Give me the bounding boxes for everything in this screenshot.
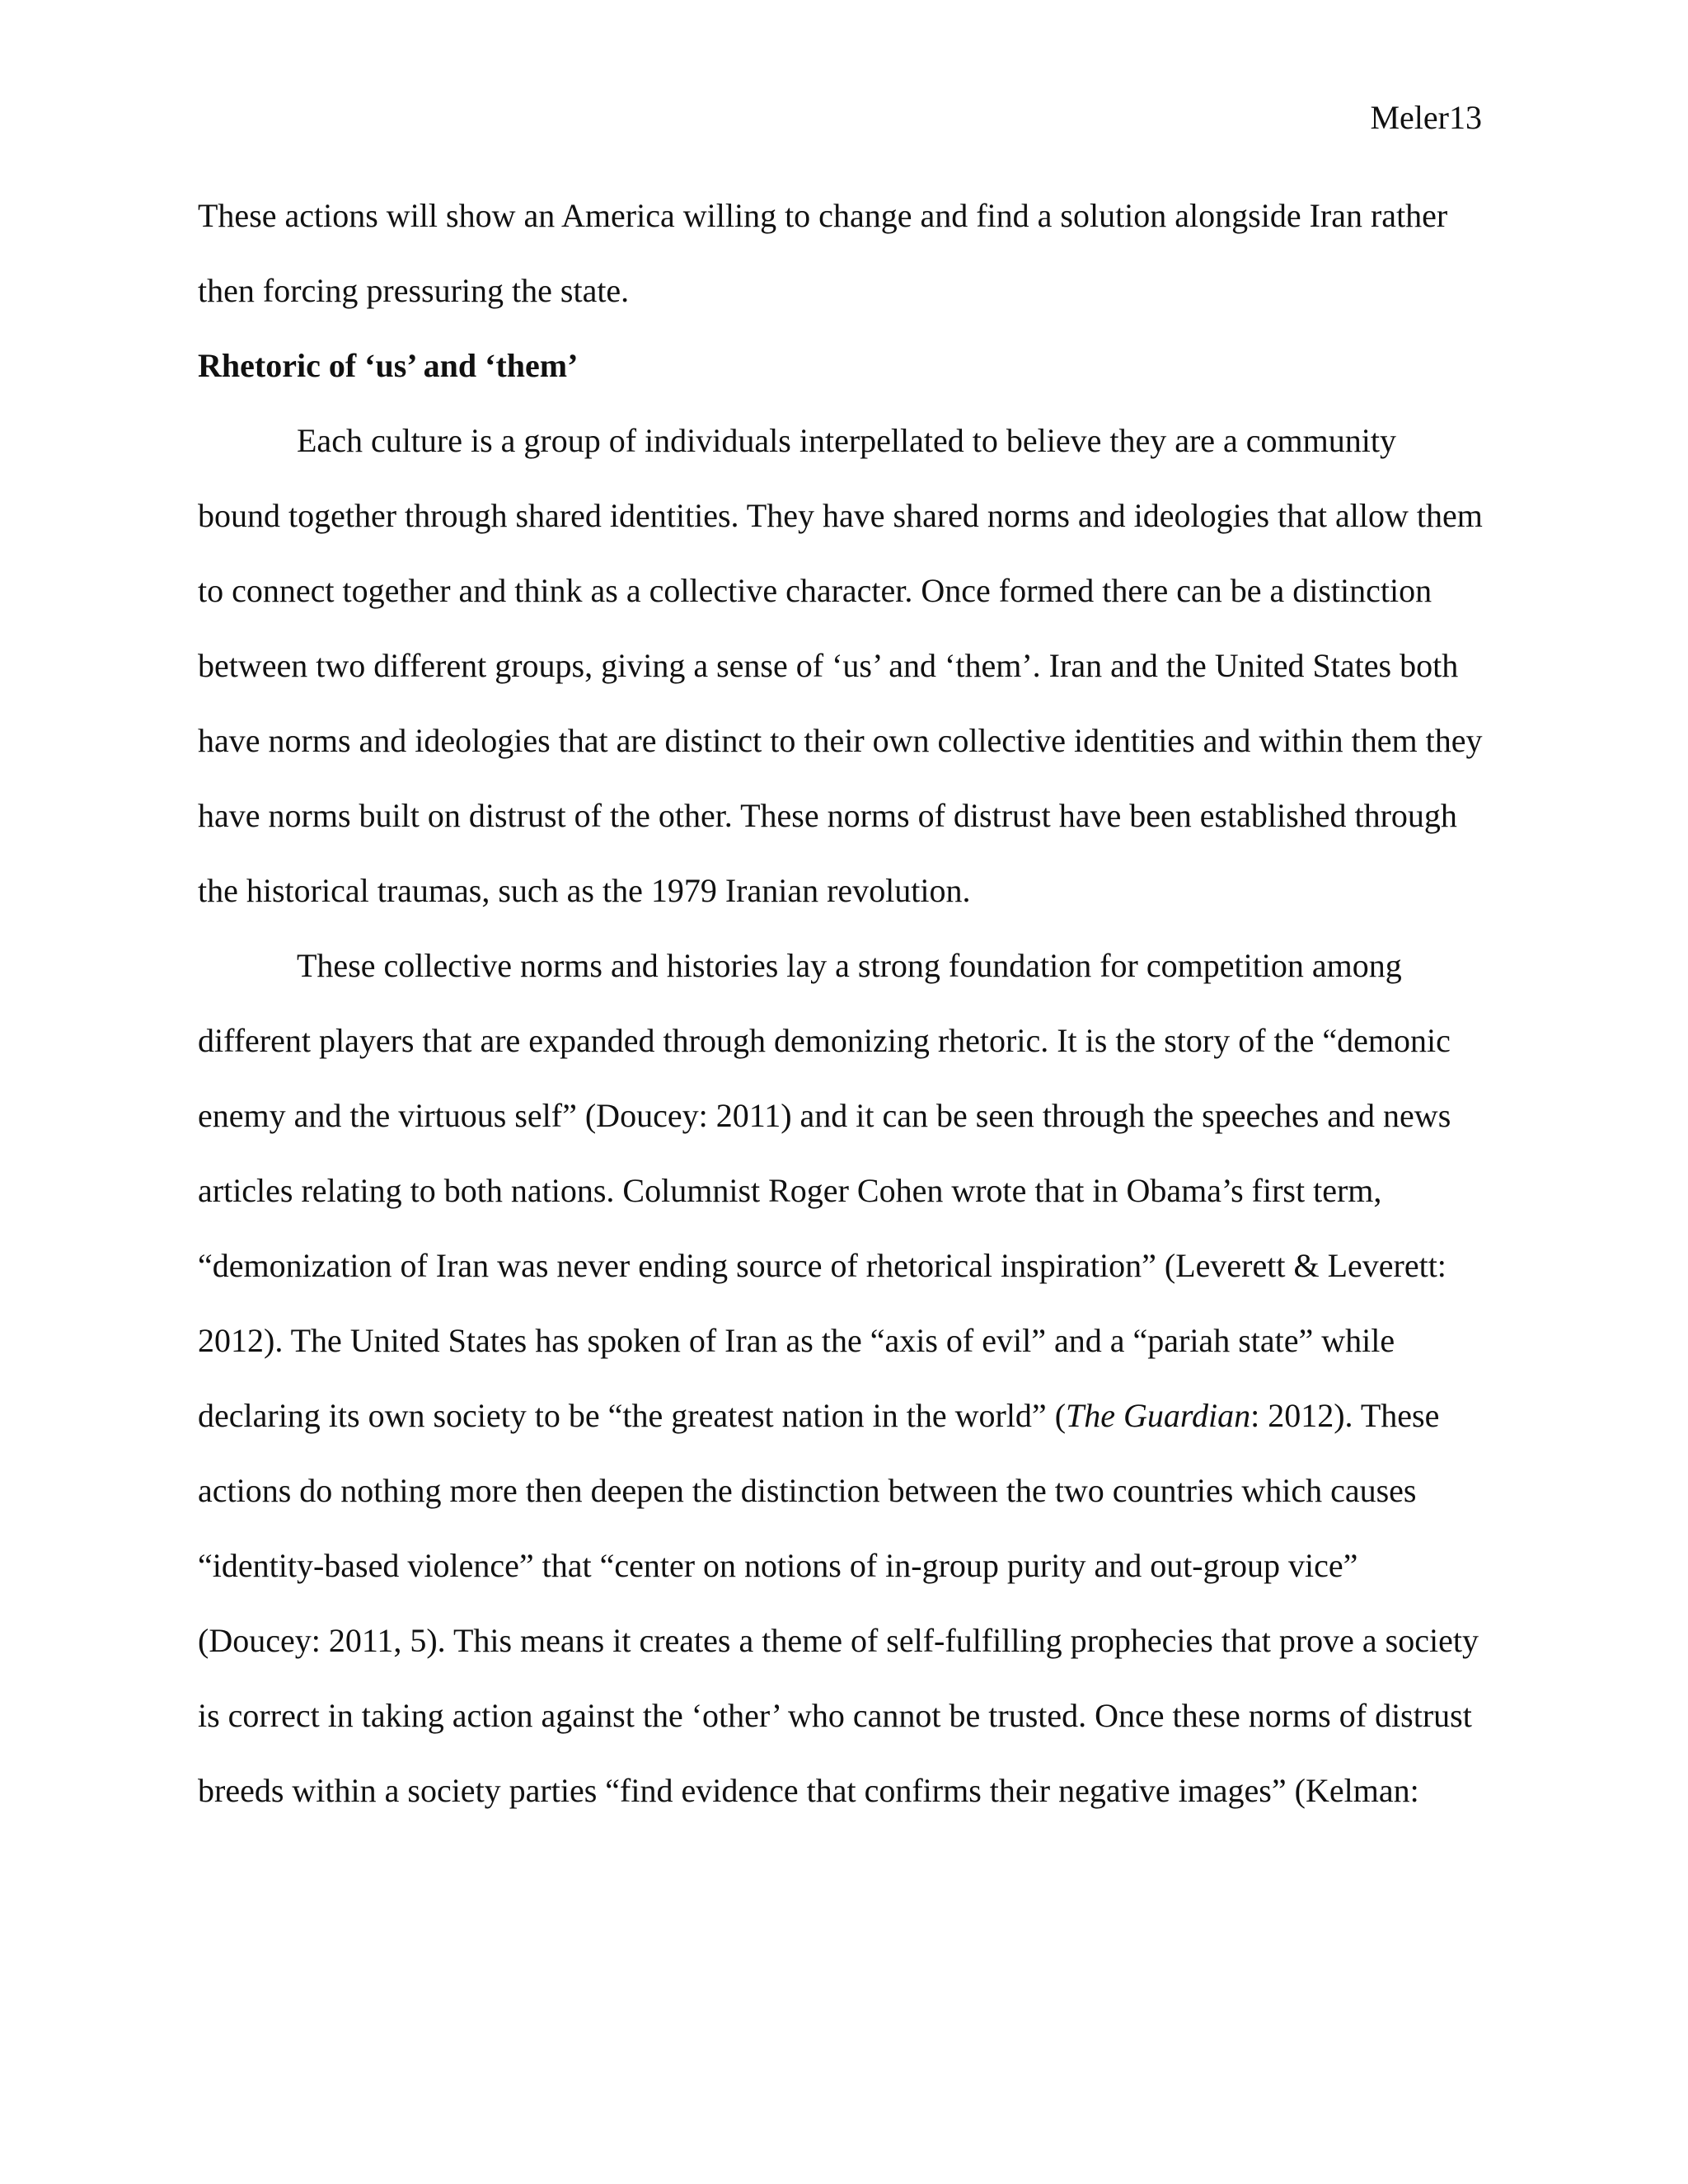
body-line: breeds within a society parties “find evidence that confirms their negative images” (Kelman: [198,1772,1419,1809]
body-line: actions do nothing more then deepen the distinction between the two countries which causes [198,1472,1417,1509]
section-heading: Rhetoric of ‘us’ and ‘them’ [198,347,579,384]
italic-citation: The Guardian [1066,1397,1251,1434]
body-line: bound together through shared identities. They have shared norms and ideologies that allow them [198,497,1483,534]
body-text: : 2012). These [1250,1397,1440,1434]
body-line: “demonization of Iran was never ending source of rhetorical inspiration” (Leverett & Leverett: [198,1247,1447,1284]
body-line: different players that are expanded through demonizing rhetoric. It is the story of the “demonic [198,1022,1451,1059]
paragraph-first-line: These collective norms and histories lay a strong foundation for competition among [297,947,1402,984]
body-line: the historical traumas, such as the 1979 Iranian revolution. [198,872,971,909]
body-line: enemy and the virtuous self” (Doucey: 2011) and it can be seen through the speeches and news [198,1097,1451,1134]
body-line: to connect together and think as a collective character. Once formed there can be a distinction [198,572,1432,609]
body-line: between two different groups, giving a sense of ‘us’ and ‘them’. Iran and the United States both [198,647,1459,684]
body-line: have norms and ideologies that are distinct to their own collective identities and within them they [198,722,1483,759]
body-line: have norms built on distrust of the other. These norms of distrust have been established through [198,797,1457,834]
paragraph-first-line: Each culture is a group of individuals interpellated to believe they are a community [297,422,1397,459]
body-line: 2012). The United States has spoken of Iran as the “axis of evil” and a “pariah state” while [198,1322,1395,1359]
body-line: These actions will show an America willing to change and find a solution alongside Iran rather [198,197,1448,234]
body-text: declaring its own society to be “the greatest nation in the world” ( [198,1397,1067,1434]
body-line [198,1395,1439,1436]
body-line: is correct in taking action against the ‘other’ who cannot be trusted. Once these norms of distrust [198,1697,1472,1734]
page-header: Meler13 [1370,99,1482,136]
body-line: “identity-based violence” that “center on notions of in-group purity and out-group vice” [198,1547,1358,1584]
body-line: articles relating to both nations. Columnist Roger Cohen wrote that in Obama’s first term, [198,1172,1382,1209]
body-line: then forcing pressuring the state. [198,272,630,309]
body-line: (Doucey: 2011, 5). This means it creates a theme of self-fulfilling prophecies that prove a society [198,1622,1479,1659]
